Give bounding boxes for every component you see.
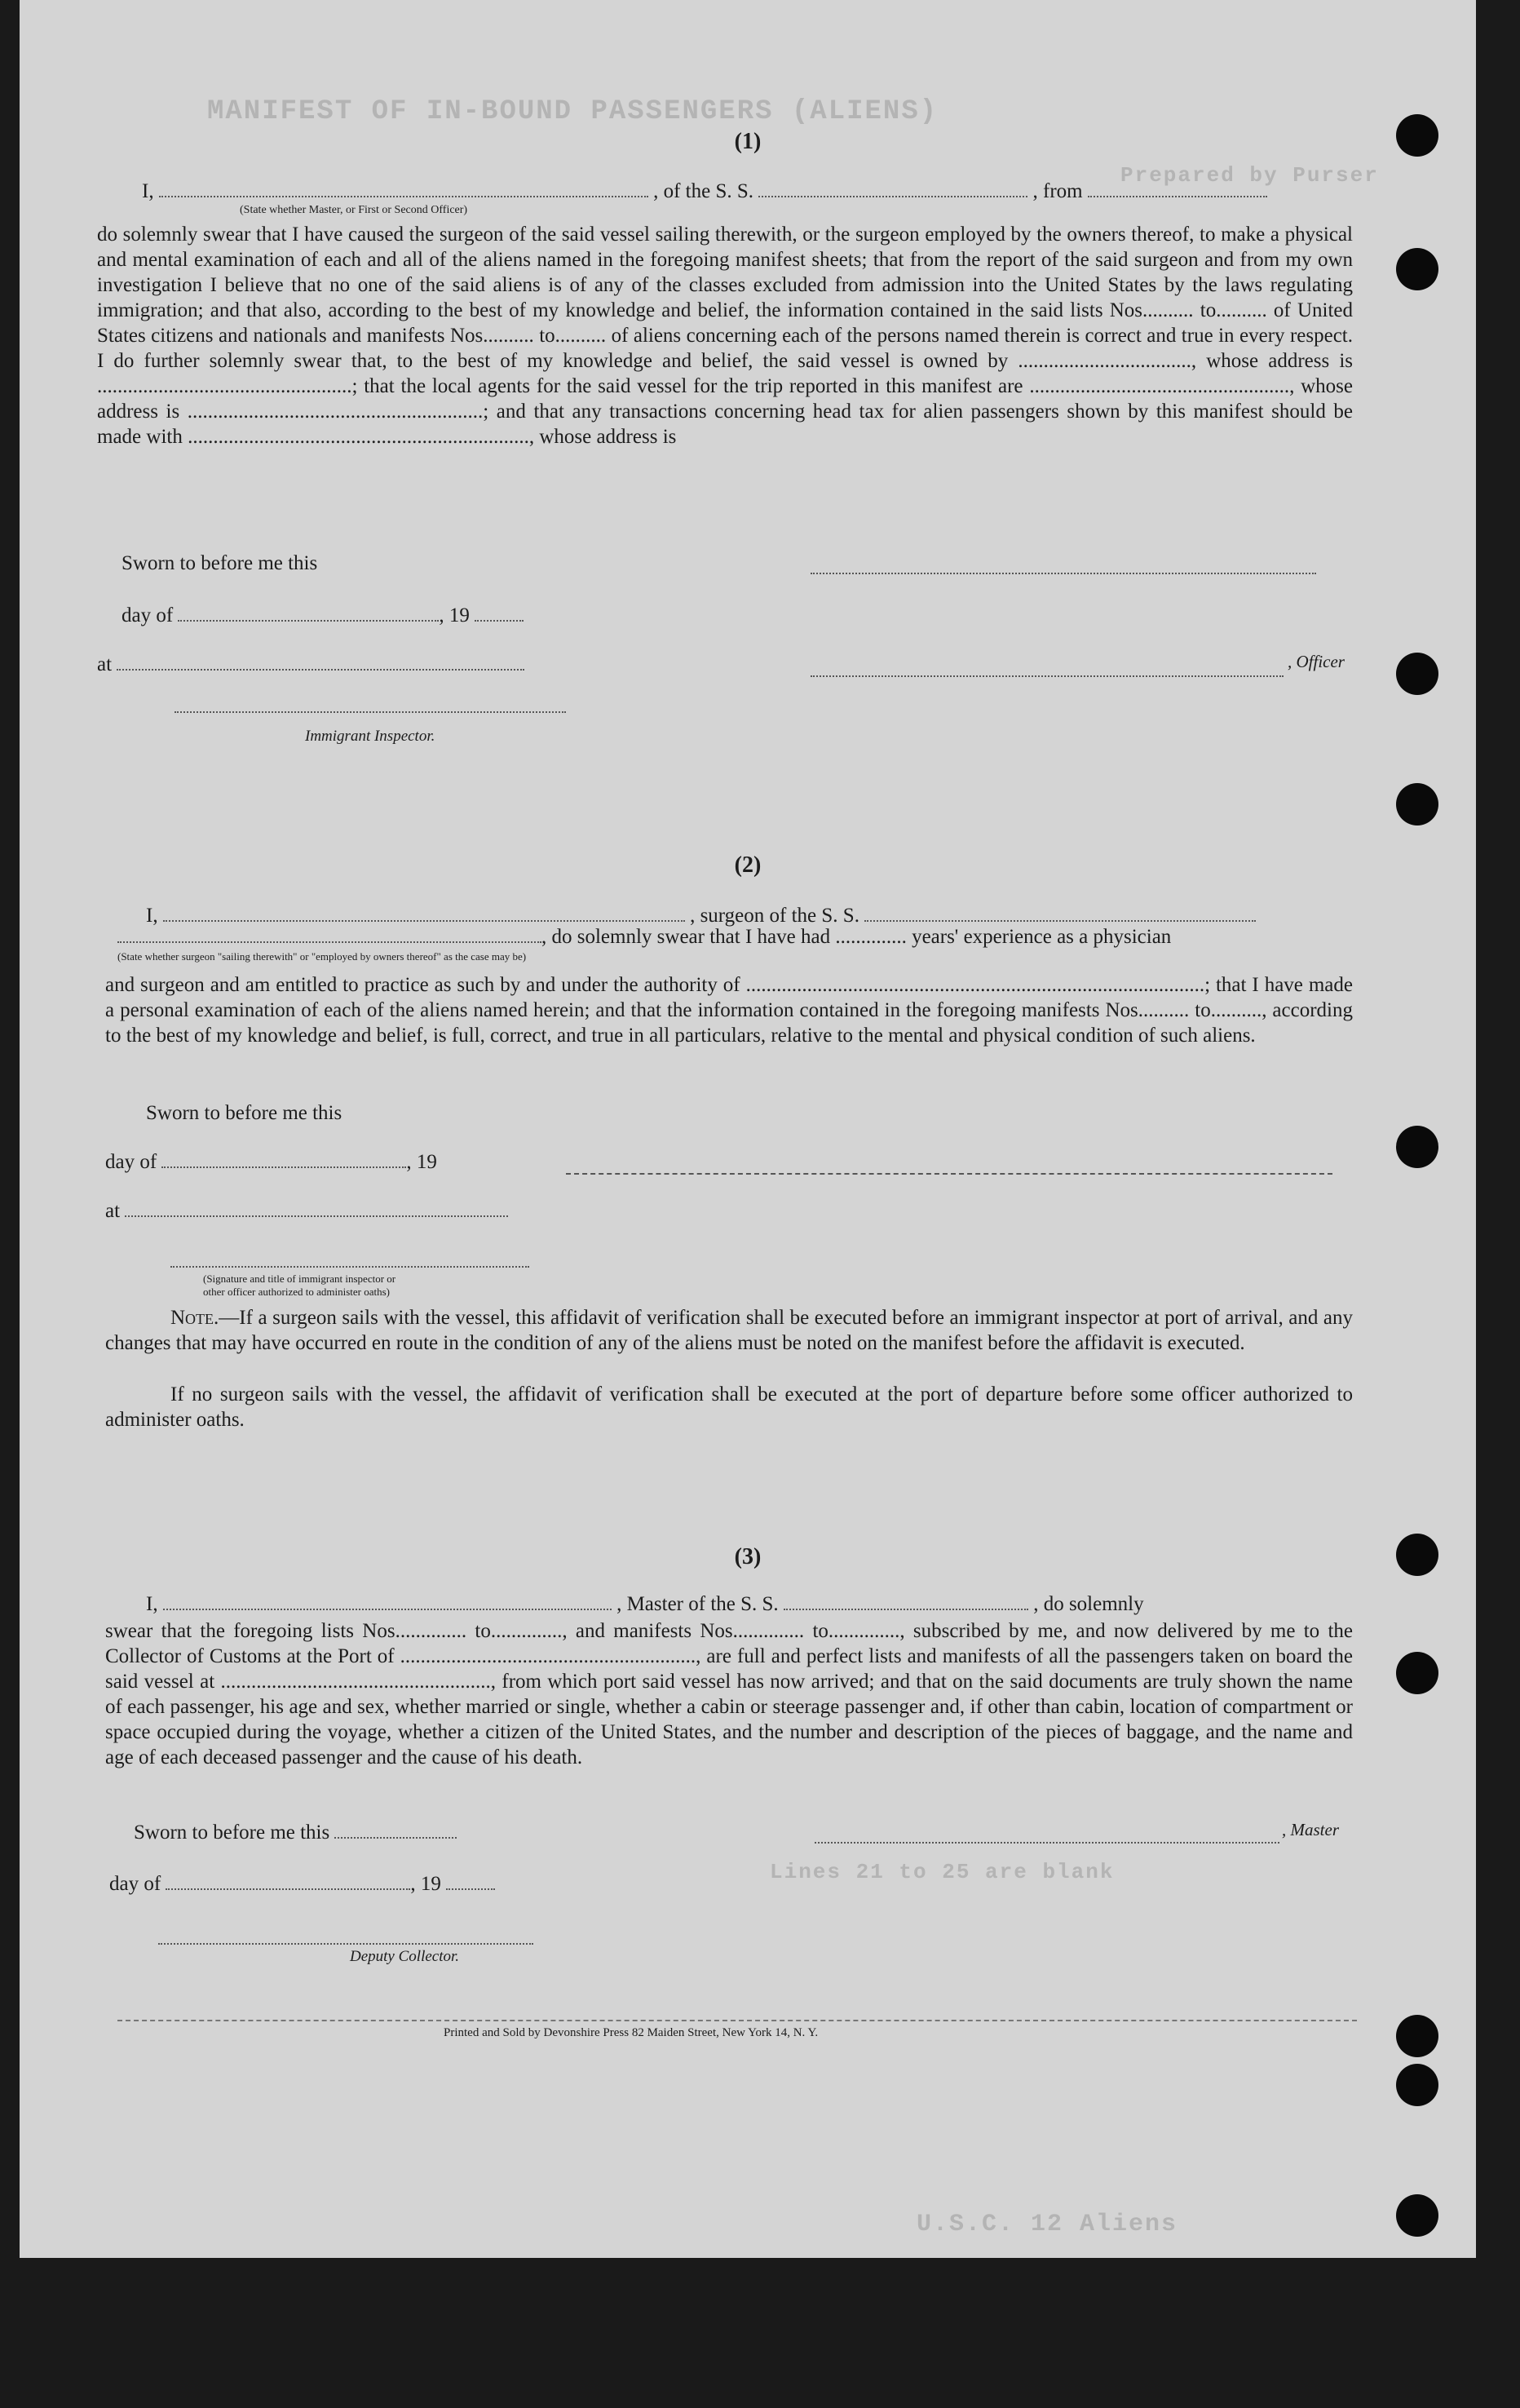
master-label: , Master: [1282, 1820, 1339, 1839]
inspector-signature-line[interactable]: [175, 710, 566, 713]
collector-signature-line[interactable]: [158, 1941, 533, 1945]
punch-hole: [1396, 1652, 1438, 1694]
bleed-through-lines-note: Lines 21 to 25 are blank: [770, 1860, 1115, 1884]
manifest-page: [20, 0, 1476, 2258]
sworn-line: Sworn to before me this: [122, 552, 318, 574]
year-field[interactable]: [446, 1872, 495, 1890]
master-name-field[interactable]: [159, 179, 648, 197]
at-line: at: [97, 653, 524, 677]
day-field[interactable]: [166, 1872, 410, 1890]
punch-hole: [1396, 783, 1438, 826]
day-of-line: day of , 19: [109, 1872, 495, 1897]
bleed-through-prepared: Prepared by Purser: [1120, 163, 1379, 188]
section-2-oath-line: I, , surgeon of the S. S.: [146, 904, 1256, 928]
note-paragraph-2: If no surgeon sails with the vessel, the affidavit of verification shall be executed at the port of departure before some officer authorized to administer oaths.: [105, 1383, 1353, 1431]
punch-hole: [1396, 2064, 1438, 2106]
signature-note: (Signature and title of immigrant inspector or: [203, 1273, 396, 1285]
ship-name-field[interactable]: [758, 179, 1027, 197]
master-note: (State whether Master, or First or Second Officer): [240, 204, 468, 216]
printer-credit: Printed and Sold by Devonshire Press 82 Maiden Street, New York 14, N. Y.: [444, 2026, 819, 2039]
surgeon-status-field[interactable]: [117, 925, 541, 943]
day-field[interactable]: [178, 604, 439, 622]
signature-note: other officer authorized to administer oaths): [203, 1286, 390, 1298]
punch-hole: [1396, 2194, 1438, 2237]
inspector-label: Immigrant Inspector.: [305, 728, 435, 745]
punch-hole: [1396, 1126, 1438, 1168]
officer-signature-line[interactable]: [811, 674, 1284, 677]
surgeon-name-field[interactable]: [163, 904, 685, 922]
section-2-swear-line: , do solemnly swear that I have had .............. years' experience as a physician: [117, 925, 1171, 949]
surgeon-note: (State whether surgeon "sailing therewith" or "employed by owners thereof" as the case may be): [117, 950, 527, 963]
sworn-line: Sworn to before me this: [134, 1821, 457, 1845]
section-2-body: and surgeon and am entitled to practice as such by and under the authority of ..........................................................................................; that I have made a personal examination of each of the aliens named herein; and that the information contained in the foregoing manifests Nos.......... to.........., according to the best of my knowledge and belief, is full, correct, and true in all particulars, relative to the mental and physical condition of such aliens.: [105, 974, 1353, 1047]
from-label: , from: [1032, 180, 1083, 202]
officer-label: , Officer: [1288, 652, 1345, 671]
signature-line[interactable]: [566, 1171, 1332, 1175]
day-of-line: day of , 19: [122, 604, 524, 628]
section-1-body: do solemnly swear that I have caused the surgeon of the said vessel sailing therewith, or the surgeon employed by the owners thereof, to make a physical and mental examination of each and all of the aliens named in the foregoing manifest sheets; that from the report of the said surgeon and from my own investigation I believe that no one of the said aliens is of any of the classes excluded from admission into the United States by the laws regulating immigration; and that also, according to the best of my knowledge and belief, the information contained in the said lists Nos.......... to.......... of United States citizens and nationals and manifests Nos.......... to.......... of aliens concerning each of the persons named therein is correct and true in every respect. I do further solemnly swear that, to the best of my knowledge and belief, the said vessel is owned by .................................., whose address is ..................................................; that the local agents for the said vessel for the trip reported in this manifest are ..................................................., whose address is ..........................................................; and that any transactions concerning head tax for alien passengers shown by this manifest should be made with ..................................................................., whose address is: [97, 224, 1353, 448]
collector-label: Deputy Collector.: [350, 1948, 460, 1965]
section-3-oath-line: I, , Master of the S. S. , do solemnly: [146, 1593, 1144, 1615]
at-field[interactable]: [125, 1199, 508, 1217]
section-3-heading: (3): [734, 1544, 762, 1569]
day-field[interactable]: [161, 1150, 406, 1168]
section-1-heading: (1): [734, 129, 762, 154]
punch-hole: [1396, 248, 1438, 290]
ship-name-field[interactable]: [784, 1592, 1028, 1610]
sworn-field[interactable]: [334, 1821, 457, 1839]
section-1-oath-line: [142, 179, 1267, 204]
sworn-line: Sworn to before me this: [146, 1102, 342, 1124]
i-label: I,: [142, 180, 154, 202]
section-3-body: swear that the foregoing lists Nos.............. to.............., and manifests Nos.............. to.............., subscribed by me, and now delivered by me to the Collector of Customs at the Port of .........................................................., are full and perfect lists and manifests of all the passengers taken on board the said vessel at ....................................................., from which port said vessel has now arrived; and that on the said documents are truly shown the name of each passenger, his age and sex, whether married or single, whether a cabin or steerage passenger and, if other than cabin, location of compartment or space occupied during the voyage, whether a citizen of the United States, and the number and description of the pieces of baggage, and the name and age of each deceased passenger and the cause of his death.: [105, 1620, 1353, 1768]
section-2-heading: (2): [734, 852, 762, 878]
bleed-through-title: MANIFEST OF IN-BOUND PASSENGERS (ALIENS): [207, 96, 939, 127]
footer-divider: [117, 2020, 1357, 2021]
at-field[interactable]: [117, 653, 524, 671]
official-signature-line[interactable]: [170, 1264, 529, 1268]
at-line: at: [105, 1199, 508, 1224]
of-ss-label: , of the S. S.: [653, 180, 754, 202]
signature-line[interactable]: [811, 571, 1316, 574]
bleed-through-aliens-count: U.S.C. 12 Aliens: [917, 2211, 1178, 2238]
punch-hole: [1396, 2015, 1438, 2057]
note-paragraph: Note.—If a surgeon sails with the vessel, this affidavit of verification shall be executed before an immigrant inspector at port of arrival, and any changes that may have occurred en route in the condition of any of the aliens must be noted on the manifest before the affidavit is executed.: [105, 1307, 1353, 1354]
from-port-field[interactable]: [1088, 179, 1267, 197]
punch-hole: [1396, 653, 1438, 695]
surgeon-ship-field[interactable]: [864, 904, 1256, 922]
master-name-field[interactable]: [163, 1592, 612, 1610]
master-signature-line[interactable]: [815, 1840, 1279, 1844]
day-of-line: day of , 19: [105, 1151, 437, 1173]
year-field[interactable]: [475, 604, 524, 622]
